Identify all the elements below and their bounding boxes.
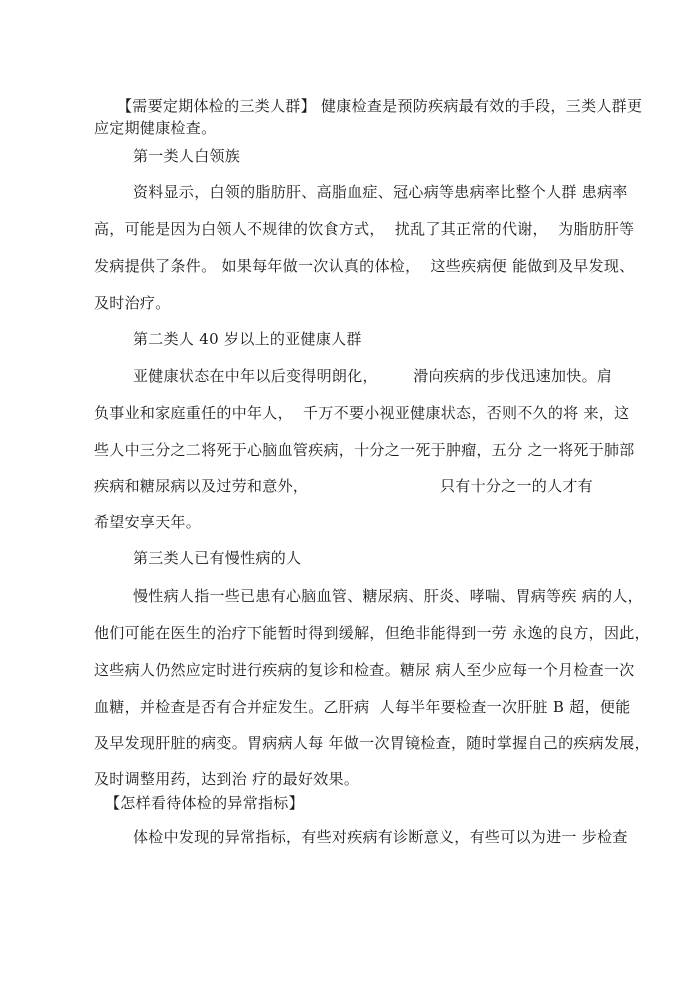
section-heading: 第二类人 40 岁以上的亚健康人群: [133, 330, 362, 348]
section-heading: 【怎样看待体检的异常指标】: [105, 794, 304, 812]
text-line: 及时治疗。: [94, 294, 171, 312]
text-line: 血糖，并检查是否有合并症发生。乙肝病 人每半年要检查一次肝脏 B 超，便能: [94, 698, 631, 716]
text-line: 他们可能在医生的治疗下能暂时得到缓解，但绝非能得到一劳 永逸的良方，因此，: [94, 624, 650, 642]
text-line: 体检中发现的异常指标，有些对疾病有诊断意义，有些可以为进一 步检查: [133, 828, 628, 846]
text-line: 及早发现肝脏的病变。胃病病人每 年做一次胃镜检查，随时掌握自己的疾病发展，: [94, 734, 650, 752]
text-line: 及时调整用药，达到治 疗的最好效果。: [94, 770, 360, 788]
text-line: 希望安享天年。: [94, 513, 202, 531]
text-line: 应定期健康检查。: [94, 119, 217, 137]
text-line: 发病提供了条件。 如果每年做一次认真的体检， 这些疾病便 能做到及早发现、: [94, 257, 635, 275]
text-line: 些人中三分之二将死于心脑血管疾病，十分之一死于肿瘤，五分 之一将死于肺部: [94, 441, 635, 459]
text-line: 【需要定期体检的三类人群】 健康检查是预防疾病最有效的手段，三类人群更: [117, 97, 643, 115]
text-line: 慢性病人指一些已患有心脑血管、糖尿病、肝炎、哮喘、胃病等疾 病的人，: [133, 587, 643, 605]
text-line: 高，可能是因为白领人不规律的饮食方式， 扰乱了其正常的代谢， 为脂肪肝等: [94, 220, 635, 238]
text-line: 疾病和糖尿病以及过劳和意外， 只有十分之一的人才有: [94, 477, 593, 495]
section-heading: 第一类人白领族: [133, 147, 241, 165]
text-line: 亚健康状态在中年以后变得明朗化， 滑向疾病的步伐迅速加快。肩: [133, 367, 613, 385]
text-line: 这些病人仍然应定时进行疾病的复诊和检查。糖尿 病人至少应每一个月检查一次: [94, 661, 635, 679]
text-line: 资料显示，白领的脂肪肝、高脂血症、冠心病等患病率比整个人群 患病率: [133, 183, 628, 201]
section-heading: 第三类人已有慢性病的人: [133, 549, 302, 567]
text-line: 负事业和家庭重任的中年人， 千万不要小视亚健康状态，否则不久的将 来，这: [94, 404, 630, 422]
